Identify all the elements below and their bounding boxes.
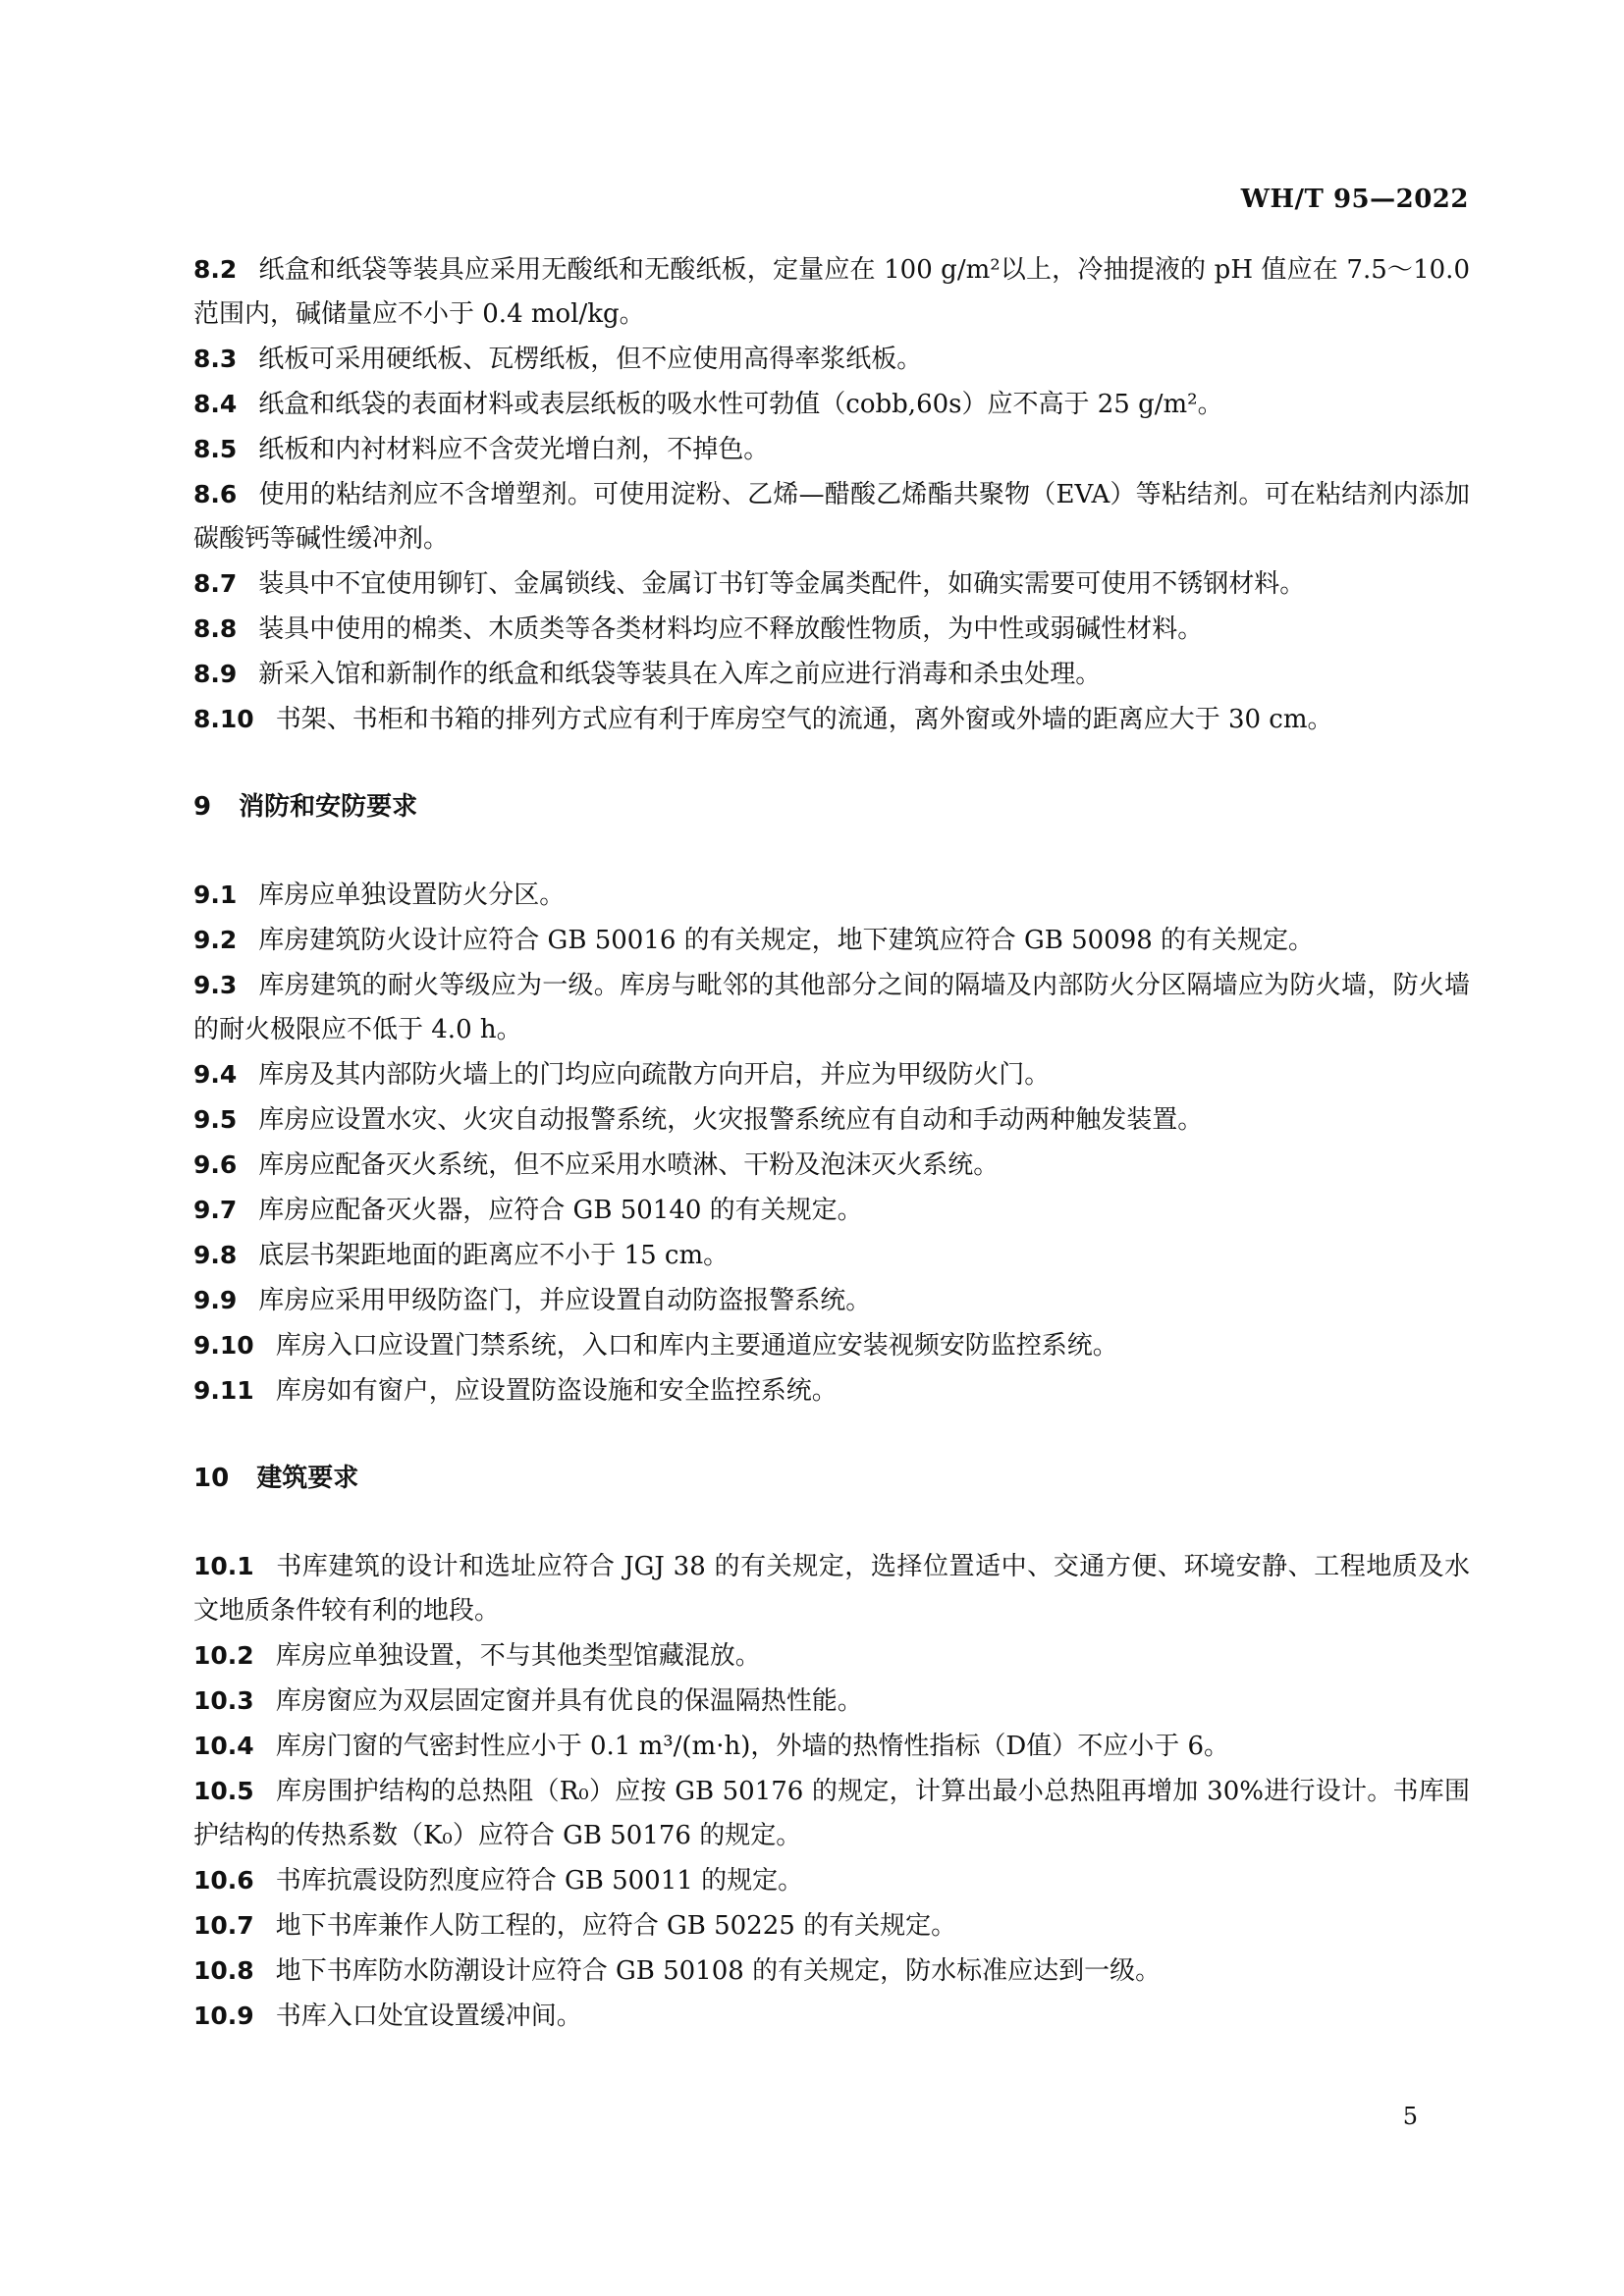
- clause-number: 8.10: [193, 705, 254, 733]
- clause-text: 书库抗震设防烈度应符合 GB 50011 的规定。: [275, 1866, 804, 1896]
- section-heading: [193, 1457, 1470, 1501]
- clause-number: 9.2: [193, 926, 238, 954]
- clause-number: 9.4: [193, 1060, 238, 1089]
- clause: [193, 1188, 1470, 1233]
- page-number: 5: [1402, 2103, 1418, 2130]
- clause: [193, 1052, 1470, 1097]
- clause-text: 库房门窗的气密封性应小于 0.1 m³/(m·h)，外墙的热惰性指标（D值）不应小于 6。: [275, 1732, 1230, 1761]
- clause: [193, 1323, 1470, 1368]
- clause-number: 10.9: [193, 2002, 254, 2030]
- clause-text: 装具中不宜使用铆钉、金属锁线、金属订书钉等金属类配件，如确实需要可使用不锈钢材料。: [258, 569, 1306, 599]
- clause: [193, 427, 1470, 472]
- clause-number: 9.7: [193, 1196, 238, 1224]
- clause: [193, 1994, 1470, 2039]
- clause-number: 8.5: [193, 435, 238, 463]
- clause-text: 库房应配备灭火器，应符合 GB 50140 的有关规定。: [258, 1196, 863, 1225]
- clause: [193, 1143, 1470, 1188]
- clause-number: 9.6: [193, 1150, 238, 1179]
- clause-text: 纸板可采用硬纸板、瓦楞纸板，但不应使用高得率浆纸板。: [258, 345, 923, 374]
- clause: [193, 963, 1470, 1052]
- clause-text: 书架、书柜和书箱的排列方式应有利于库房空气的流通，离外窗或外墙的距离应大于 30 cm。: [275, 705, 1333, 734]
- clause-number: 9.3: [193, 971, 238, 999]
- clause-text: 库房应配备灭火系统，但不应采用水喷淋、干粉及泡沫灭火系统。: [258, 1150, 1000, 1180]
- clause-number: 10.1: [193, 1552, 254, 1580]
- clause-text: 底层书架距地面的距离应不小于 15 cm。: [258, 1241, 730, 1270]
- section-10: [193, 1457, 1470, 2039]
- clause: [193, 1903, 1470, 1949]
- clause-number: 9.9: [193, 1286, 238, 1314]
- clause-text: 纸盒和纸袋等装具应采用无酸纸和无酸纸板，定量应在 100 g/m²以上，冷抽提液的 pH 值应在 7.5～10.0 范围内，碱储量应不小于 0.4 mol/kg。: [193, 255, 1470, 329]
- clause: [193, 652, 1470, 697]
- clause-number: 8.2: [193, 255, 238, 284]
- clause: [193, 1097, 1470, 1143]
- clause: [193, 1233, 1470, 1278]
- clause: [193, 873, 1470, 918]
- clause-number: 8.8: [193, 614, 238, 643]
- section-heading: [193, 785, 1470, 829]
- clause-number: 10.6: [193, 1866, 254, 1895]
- clause-text: 库房围护结构的总热阻（R₀）应按 GB 50176 的规定，计算出最小总热阻再增加 30%进行设计。书库围护结构的传热系数（K₀）应符合 GB 50176 的规定。: [193, 1777, 1470, 1850]
- clause-text: 纸盒和纸袋的表面材料或表层纸板的吸水性可勃值（cobb,60s）应不高于 25 g/m²。: [258, 390, 1223, 419]
- clause-text: 库房窗应为双层固定窗并具有优良的保温隔热性能。: [275, 1686, 863, 1716]
- clause-text: 新采入馆和新制作的纸盒和纸袋等装具在入库之前应进行消毒和杀虫处理。: [258, 660, 1102, 689]
- section-title: 建筑要求: [256, 1464, 359, 1493]
- clause-number: 10.2: [193, 1641, 254, 1670]
- clause-text: 书库入口处宜设置缓冲间。: [275, 2002, 582, 2031]
- clause-text: 地下书库兼作人防工程的，应符合 GB 50225 的有关规定。: [275, 1911, 957, 1941]
- clause-text: 库房应单独设置，不与其他类型馆藏混放。: [275, 1641, 761, 1671]
- clause-number: 10.7: [193, 1911, 254, 1940]
- clause-number: 9.10: [193, 1331, 254, 1360]
- clause-text: 库房应单独设置防火分区。: [258, 881, 566, 910]
- clause: [193, 337, 1470, 382]
- clause: [193, 1633, 1470, 1679]
- clause-text: 库房应采用甲级防盗门，并应设置自动防盗报警系统。: [258, 1286, 872, 1315]
- clause: [193, 382, 1470, 427]
- clause-text: 纸板和内衬材料应不含荧光增白剂，不掉色。: [258, 435, 770, 464]
- clause-number: 9.5: [193, 1105, 238, 1134]
- clause-text: 库房建筑的耐火等级应为一级。库房与毗邻的其他部分之间的隔墙及内部防火分区隔墙应为防火墙，防火墙的耐火极限应不低于 4.0 h。: [193, 971, 1470, 1044]
- clause: [193, 918, 1470, 963]
- clause-number: 10.8: [193, 1956, 254, 1985]
- clause: [193, 472, 1470, 561]
- section-number: 10: [193, 1464, 230, 1493]
- page-body: [193, 247, 1470, 2039]
- clause-text: 库房建筑防火设计应符合 GB 50016 的有关规定，地下建筑应符合 GB 50098 的有关规定。: [258, 926, 1315, 955]
- clause-text: 库房应设置水灾、火灾自动报警系统，火灾报警系统应有自动和手动两种触发装置。: [258, 1105, 1204, 1135]
- clause-text: 地下书库防水防潮设计应符合 GB 50108 的有关规定，防水标准应达到一级。: [275, 1956, 1162, 1986]
- clause-number: 8.9: [193, 660, 238, 688]
- clause: [193, 1724, 1470, 1769]
- clause: [193, 561, 1470, 607]
- clause-number: 10.3: [193, 1686, 254, 1715]
- clause: [193, 1949, 1470, 1994]
- clause-number: 9.8: [193, 1241, 238, 1269]
- clause-text: 装具中使用的棉类、木质类等各类材料均应不释放酸性物质，为中性或弱碱性材料。: [258, 614, 1204, 644]
- clause: [193, 1544, 1470, 1633]
- clause: [193, 1679, 1470, 1724]
- clause-number: 8.3: [193, 345, 238, 373]
- clause-number: 8.7: [193, 569, 238, 598]
- clause: [193, 1858, 1470, 1903]
- clause-text: 书库建筑的设计和选址应符合 JGJ 38 的有关规定，选择位置适中、交通方便、环境安静、工程地质及水文地质条件较有利的地段。: [193, 1552, 1470, 1626]
- clause: [193, 1368, 1470, 1414]
- clause: [193, 247, 1470, 337]
- section-8-continued: [193, 247, 1470, 742]
- clause: [193, 697, 1470, 742]
- clause-number: 9.11: [193, 1376, 254, 1405]
- clause-number: 10.5: [193, 1777, 254, 1805]
- clause-number: 9.1: [193, 881, 238, 909]
- clause-text: 库房如有窗户，应设置防盗设施和安全监控系统。: [275, 1376, 838, 1406]
- section-title: 消防和安防要求: [239, 792, 418, 822]
- clause-number: 8.6: [193, 480, 238, 508]
- section-9: [193, 785, 1470, 1414]
- clause-text: 库房入口应设置门禁系统，入口和库内主要通道应安装视频安防监控系统。: [275, 1331, 1118, 1361]
- clause: [193, 1278, 1470, 1323]
- document-code: WH/T 95—2022: [1240, 185, 1469, 214]
- clause-number: 8.4: [193, 390, 238, 418]
- clause-text: 库房及其内部防火墙上的门均应向疏散方向开启，并应为甲级防火门。: [258, 1060, 1051, 1090]
- clause-number: 10.4: [193, 1732, 254, 1760]
- clause: [193, 607, 1470, 652]
- clause-text: 使用的粘结剂应不含增塑剂。可使用淀粉、乙烯—醋酸乙烯酯共聚物（EVA）等粘结剂。可在粘结剂内添加碳酸钙等碱性缓冲剂。: [193, 480, 1470, 554]
- clause: [193, 1769, 1470, 1858]
- section-number: 9: [193, 792, 212, 822]
